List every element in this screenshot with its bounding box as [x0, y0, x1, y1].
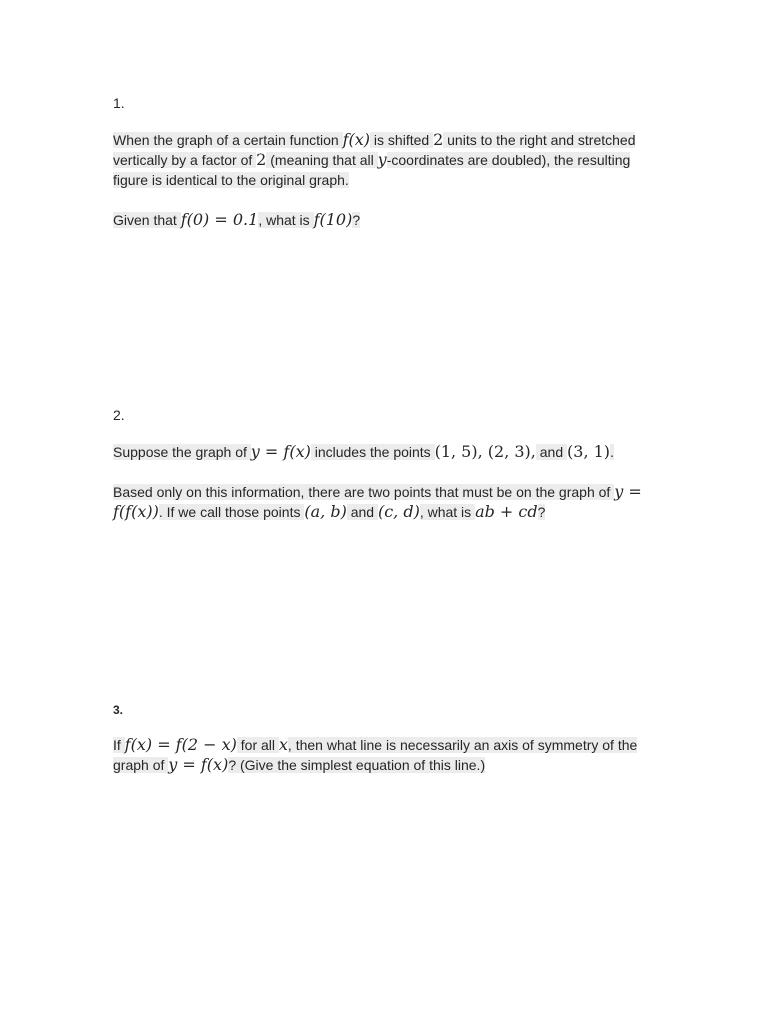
question-number: 2. [113, 407, 125, 423]
math-expression: f(x) = f(2 − x) [124, 735, 237, 754]
question-text [113, 735, 658, 775]
text-run: Suppose the graph of [113, 444, 251, 460]
question-text [113, 210, 658, 230]
text-run: ? (Give the simplest equation of this line.) [228, 757, 486, 773]
question-text [113, 442, 658, 462]
text-run: (meaning that all [266, 152, 378, 168]
text-run: for all [236, 737, 279, 753]
text-run: units to the right and stretched vertically by a factor of [113, 132, 636, 168]
math-expression: ab + cd [475, 502, 538, 521]
text-run: includes the points [310, 444, 435, 460]
text-run: . [610, 444, 614, 460]
text-run: is shifted [370, 132, 434, 148]
math-expression: f(10) [313, 210, 353, 229]
text-run: -coordinates are doubled), the resulting figure is identical to the original graph. [113, 152, 631, 188]
math-expression: (c, d) [377, 502, 420, 521]
math-expression: (a, b) [304, 502, 347, 521]
math-expression: y = f(x) [250, 442, 311, 461]
math-expression: f(x) [342, 130, 371, 149]
text-run: ? [537, 504, 546, 520]
text-run: Given that [113, 212, 181, 228]
text-run: and [346, 504, 378, 520]
text-run: , what is [419, 504, 476, 520]
question-number: 3. [113, 703, 124, 717]
text-run: . If we call those points [158, 504, 305, 520]
text-run: and [535, 444, 568, 460]
math-expression: f(0) = 0.1 [180, 210, 259, 229]
question-1 [113, 94, 658, 230]
text-run: If [113, 737, 125, 753]
math-expression: y [377, 150, 387, 169]
math-expression: y = f(f(x)) [113, 482, 642, 521]
math-expression: 2 [433, 130, 444, 149]
text-run: ? [352, 212, 361, 228]
text-run: Based only on this information, there are two points that must be on the graph of [113, 484, 615, 500]
question-3 [113, 701, 658, 775]
math-expression: y = f(x) [168, 755, 229, 774]
text-run: , then what line is necessarily an axis of symmetry of the graph of [113, 737, 638, 773]
math-expression: x [278, 735, 288, 754]
question-number: 1. [113, 95, 125, 111]
question-text [113, 130, 658, 190]
math-expression: (1, 5), (2, 3), [434, 442, 536, 461]
question-2 [113, 406, 658, 522]
question-text [113, 482, 658, 522]
math-expression: 2 [256, 150, 267, 169]
text-run: When the graph of a certain function [113, 132, 343, 148]
text-run: , what is [258, 212, 314, 228]
math-expression: (3, 1) [567, 442, 611, 461]
